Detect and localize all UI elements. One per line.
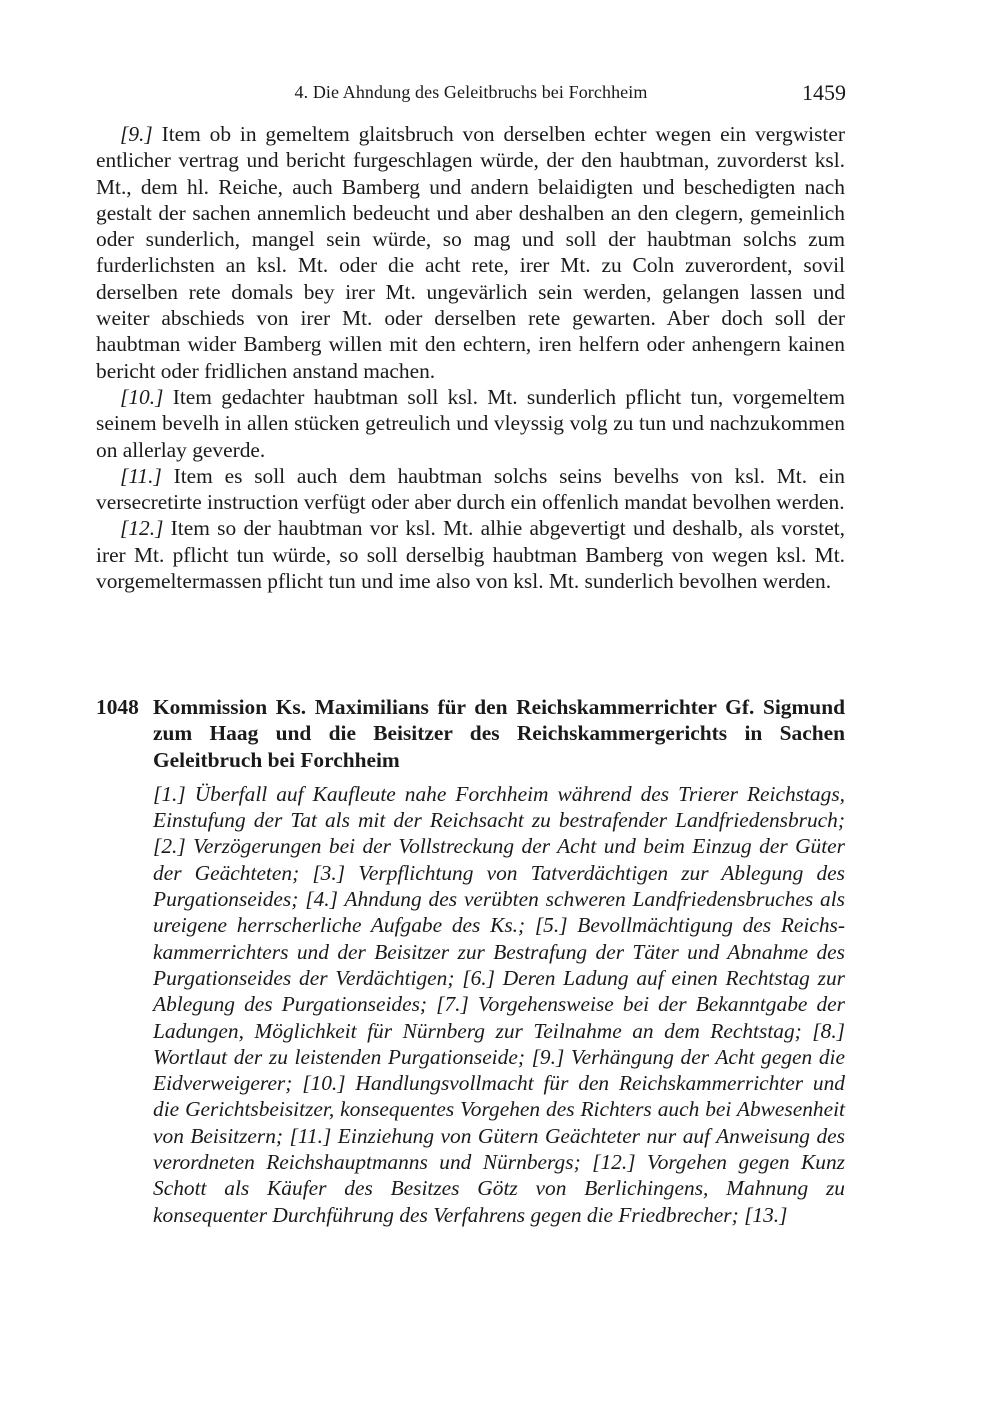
document-title: Kommission Ks. Maximilians für den Reichskammerrichter Gf. Sigmund zum Haag und die Beisitzer des Reichskammergerichts in Sachen Geleitbruch bei Forchheim <box>153 695 845 772</box>
paragraph-text: Item ob in gemeltem glaitsbruch von derselben echter wegen ein vergwister entlicher vertrag und bericht furgeschlagen würde, der den haubtman, zuvorderst ksl. Mt., dem hl. Reiche, auch Bamberg und andern belaidigten und beschedigten nach gestalt der sachen annemlich bedeucht und aber deshalben an den clegern, gemeinlich oder sunderlich, mangel sein würde, so mag und soll der haubtman solchs zum furderlichsten an ksl. Mt. oder die acht rete, irer Mt. zu Coln zuverordent, sovil derselben rete domals bey irer Mt. ungevärlich sein werden, gelangen lassen und weiter abschieds von irer Mt. oder derselben rete gewarten. Aber doch soll der haubtman wider Bamberg willen mit den echtern, iren helfern oder anhengern kainen bericht oder fridlichen anstand machen. <box>96 122 845 383</box>
paragraph-number: [12.] <box>120 516 164 541</box>
body-text <box>96 121 845 594</box>
paragraph-9 <box>96 121 845 384</box>
paragraph-11 <box>96 463 845 516</box>
paragraph-number: [11.] <box>120 463 162 488</box>
document-entry <box>96 694 845 1228</box>
paragraph-number: [10.] <box>120 384 164 409</box>
document-regest: [1.] Überfall auf Kaufleute nahe Forchheim während des Trierer Reichstags, Einstufung der Tat als mit der Reichsacht zu bestrafender Landfriedensbruch; [2.] Verzögerungen bei der Vollstreckung der Acht und beim Einzug der Güter der Geächteten; [3.] Verpflichtung von Tatverdächtigen zur Ablegung des Purgationseides; [4.] Ahndung des verübten schweren Landfriedensbruches als ureigene herrscherliche Aufgabe des Ks.; [5.] Bevollmächtigung des Reichskammerrichters und der Beisitzer zur Bestrafung der Täter und Abnahme des Purgationseides der Verdächtigen; [6.] Deren Ladung auf einen Rechtstag zur Ablegung des Purgationseides; [7.] Vorgehensweise bei der Bekanntgabe der Ladungen, Möglichkeit für Nürnberg zur Teilnahme an dem Rechtstag; [8.] Wortlaut der zu leistenden Purgationseide; [9.] Verhängung der Acht gegen die Eidverweigerer; [10.] Handlungsvollmacht für den Reichskammerrichter und die Gerichtsbeisitzer, konsequentes Vorgehen des Richters auch bei Abwesenheit von Beisitzern; [11.] Einziehung von Gütern Geächteter nur auf Anweisung des verordneten Reichshauptmanns und Nürnbergs; [12.] Vorgehen gegen Kunz Schott als Käufer des Besitzes Götz von Berlichingens, Mahnung zu konsequenter Durchführung des Verfahrens gegen die Friedbrecher; [13.] <box>153 781 845 1227</box>
paragraph-text: Item gedachter haubtman soll ksl. Mt. sunderlich pflicht tun, vorgemeltem seinem bevelh in allen stücken getreulich und vleyssig volg zu tun und nachzukommen on allerlay geverde. <box>96 384 845 462</box>
page-number: 1459 <box>802 80 846 105</box>
document-number: 1048 <box>96 695 139 719</box>
paragraph-text: Item so der haubtman vor ksl. Mt. alhie abgevertigt und deshalb, als vorstet, irer Mt. pflicht tun würde, so soll derselbig haubtman Bamberg von wegen ksl. Mt. vorgemeltermassen pflicht tun und ime also von ksl. Mt. sunderlich bevolhen werden. <box>96 516 845 594</box>
paragraph-text: Item es soll auch dem haubtman solchs seins bevelhs von ksl. Mt. ein versecretirte instruction verfügt oder aber durch ein offenlich mandat bevolhen werden. <box>96 463 845 515</box>
running-title: 4. Die Ahndung des Geleitbruchs bei Forchheim <box>294 82 648 102</box>
paragraph-10 <box>96 384 845 463</box>
paragraph-number: [9.] <box>120 122 153 146</box>
running-head <box>96 80 846 108</box>
paragraph-12 <box>96 515 845 594</box>
